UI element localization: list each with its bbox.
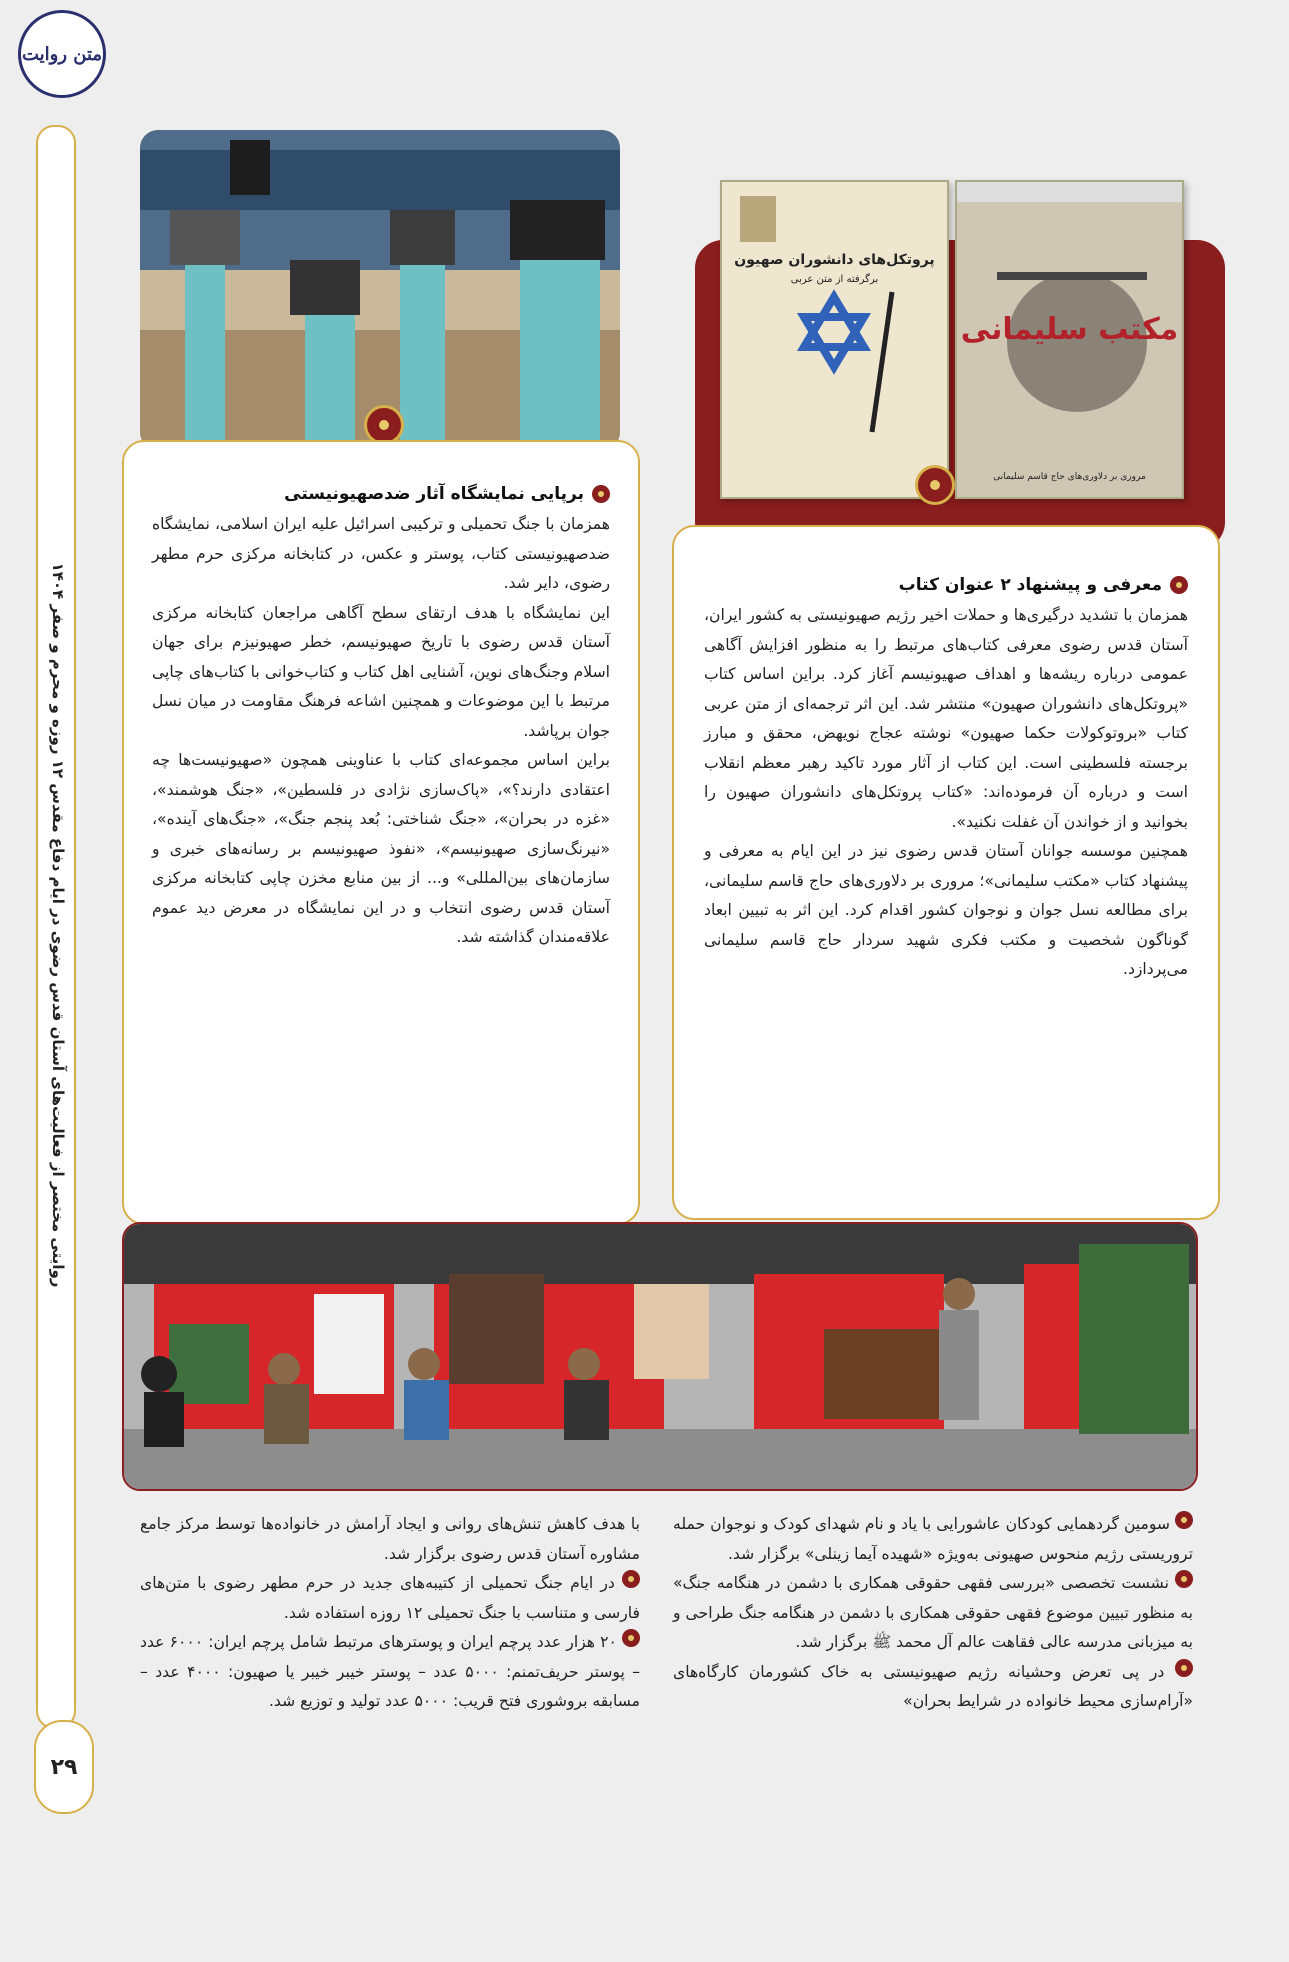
note-text: نشست تخصصی «بررسی فقهی حقوقی همکاری با دشمن در هنگامه جنگ» به منظور تبیین موضوع فقهی حقوقی همکاری با دشمن در هنگامه جنگ طراحی و به میزبانی مدرسه عالی فقاهت عالم آل محمد ﷺ برگزار شد. <box>673 1574 1193 1651</box>
exhibition-heading <box>152 484 610 504</box>
page-number-badge <box>34 1720 94 1814</box>
magazine-logo <box>18 10 106 98</box>
note-item <box>140 1569 640 1628</box>
books-paragraph-1: همزمان با تشدید درگیری‌ها و حملات اخیر رژیم صهیونیستی به کشور ایران، آستان قدس رضوی معرفی کتاب‌های مرتبط را به منظور افزایش آگاهی عمومی درباره ریشه‌ها و اهداف صهیونیسم آغاز کرد. براین اساس کتاب «پروتکل‌های دانشوران صهیون» منتشر شد. این اثر ترجمه‌ای از متن عربی کتاب «بروتوکولات حکما صهیون» نوشته عجاج نویهض، محقق و مبارز برجسته فلسطینی است. این کتاب از آثار مورد تاکید رهبر معظم انقلاب است و درباره آن فرموده‌اند: «کتاب پروتکل‌های دانشوران صهیون را بخوانید و از خواندن آن غفلت نکنید». <box>704 606 1188 831</box>
exhibition-badge <box>364 405 404 445</box>
note-text: با هدف کاهش تنش‌های روانی و ایجاد آرامش در خانواده‌ها توسط مرکز جامع مشاوره آستان قدس رضوی برگزار شد. <box>140 1515 640 1563</box>
flower-bullet-icon <box>1175 1511 1193 1529</box>
note-item <box>673 1569 1193 1658</box>
note-text: سومین گردهمایی کودکان عاشورایی با یاد و نام شهدای کودک و نوجوان حمله تروریستی رژیم منحوس صهیونی به‌ویژه «شهیده آیما زینلی» برگزار شد. <box>673 1515 1193 1563</box>
exhibition-photo <box>140 130 620 450</box>
note-text: ۲۰ هزار عدد پرچم ایران و پوسترهای مرتبط شامل پرچم ایران: ۶۰۰۰ عدد – پوستر حریف‌تمنم: ۵۰۰۰ عدد – پوستر خیبر خیبر یا صهیون: ۴۰۰۰ عدد – مسابقه بروشوری فتح قریب: ۵۰۰۰ عدد تولید و توزیع شد. <box>140 1633 641 1710</box>
books-badge <box>915 465 955 505</box>
book2-subtitle: مروری بر دلاوری‌های حاج قاسم سلیمانی <box>993 472 1146 482</box>
exhibition-photo-illustration <box>140 130 620 450</box>
note-text: در پی تعرض وحشیانه رژیم صهیونیستی به خاک کشورمان کارگاه‌های «آرام‌سازی محیط خانواده در شرایط بحران» <box>673 1662 1193 1710</box>
page-number: ۲۹ <box>50 1754 78 1780</box>
note-item <box>140 1510 640 1569</box>
book1-subtitle: برگرفته از متن عربی <box>790 274 879 285</box>
book-cover-soleimani <box>955 180 1184 499</box>
flower-bullet-icon <box>622 1629 640 1647</box>
exhibition-title: برپایی نمایشگاه آثار ضدصهیونیستی <box>284 484 584 504</box>
flower-bullet-icon <box>622 1570 640 1588</box>
books-title: معرفی و پیشنهاد ۲ عنوان کتاب <box>898 575 1162 595</box>
notes-right-column <box>673 1510 1193 1717</box>
note-item <box>140 1628 640 1717</box>
flower-bullet-icon <box>1175 1570 1193 1588</box>
exhibition-paragraph-3: براین اساس مجموعه‌ای کتاب با عناوینی همچون «صهیونیست‌ها چه اعتقادی دارند؟»، «پاک‌سازی نژادی در فلسطین»، «جنگ هوشمند»، «غزه در بحران»، «جنگ شناختی: بُعد پنجم جنگ»، «جنگ‌های آینده»، «نیرنگ‌سازی صهیونیسم»، «نفوذ صهیونیسم بر رسانه‌های خبری و سازمان‌های بین‌المللی» و... از بین منابع مخزن چاپی کتابخانه مرکزی آستان قدس رضوی انتخاب و در این نمایشگاه در معرض دید عموم علاقه‌مندان گذاشته شد. <box>152 751 610 946</box>
exhibition-paragraph-2: این نمایشگاه با هدف ارتقای سطح آگاهی مراجعان کتابخانه مرکزی آستان قدس رضوی با تاریخ صهیونیسم، خطر صهیونیزم برای جهان اسلام وجنگ‌های نوین، آشنایی اهل کتاب و کتاب‌خوانی با کتاب‌های چاپی مرتبط با این موضوعات و همچنین اشاعه فرهنگ مقاومت در میان نسل جوان برپاشد. <box>152 603 610 740</box>
note-text: در ایام جنگ تحمیلی از کتیبه‌های جدید در حرم مطهر رضوی با متن‌های فارسی و متناسب با جنگ تحمیلی ۱۲ روزه استفاده شد. <box>140 1574 640 1622</box>
book-cover-protocols <box>720 180 949 499</box>
notes-left-column <box>140 1510 640 1717</box>
painting-workshop-photo <box>122 1222 1198 1491</box>
protocols-cover-art <box>722 182 947 497</box>
flower-bullet-icon <box>1175 1659 1193 1677</box>
note-item <box>673 1658 1193 1717</box>
books-paragraph-2: همچنین موسسه جوانان آستان قدس رضوی نیز در این ایام به معرفی و پیشنهاد کتاب «مکتب سلیمانی»؛ مروری بر دلاوری‌های حاج قاسم سلیمانی، برای مطالعه نسل جوان و نوجوان کشور اقدام کرد. این اثر به تبیین ابعاد گوناگون شخصیت و مکتب فکری شهید سردار حاج قاسم سلیمانی می‌پردازد. <box>704 842 1188 978</box>
flower-bullet-icon <box>1170 576 1188 594</box>
note-item <box>673 1510 1193 1569</box>
book1-title: پروتکل‌های دانشوران صهیون <box>734 252 935 268</box>
side-title: روایتی مختصر از فعالیت‌های آستان قدس رضوی در ایام دفاع مقدس ۱۲ روزه و محرم و صفر ۱۴۰۴ <box>49 562 67 1288</box>
flower-bullet-icon <box>592 485 610 503</box>
book2-title: مکتب سلیمانی <box>960 312 1179 347</box>
books-card <box>672 525 1220 1220</box>
workshop-illustration <box>124 1224 1196 1489</box>
logo-text: متن روایت <box>21 43 103 65</box>
books-heading <box>704 575 1188 595</box>
exhibition-card <box>122 440 640 1225</box>
exhibition-paragraph-1: همزمان با جنگ تحمیلی و ترکیبی اسرائیل علیه ایران اسلامی، نمایشگاه ضدصهیونیستی کتاب، پوستر و عکس، در کتابخانه مرکزی حرم مطهر رضوی، دایر شد. <box>152 515 610 592</box>
